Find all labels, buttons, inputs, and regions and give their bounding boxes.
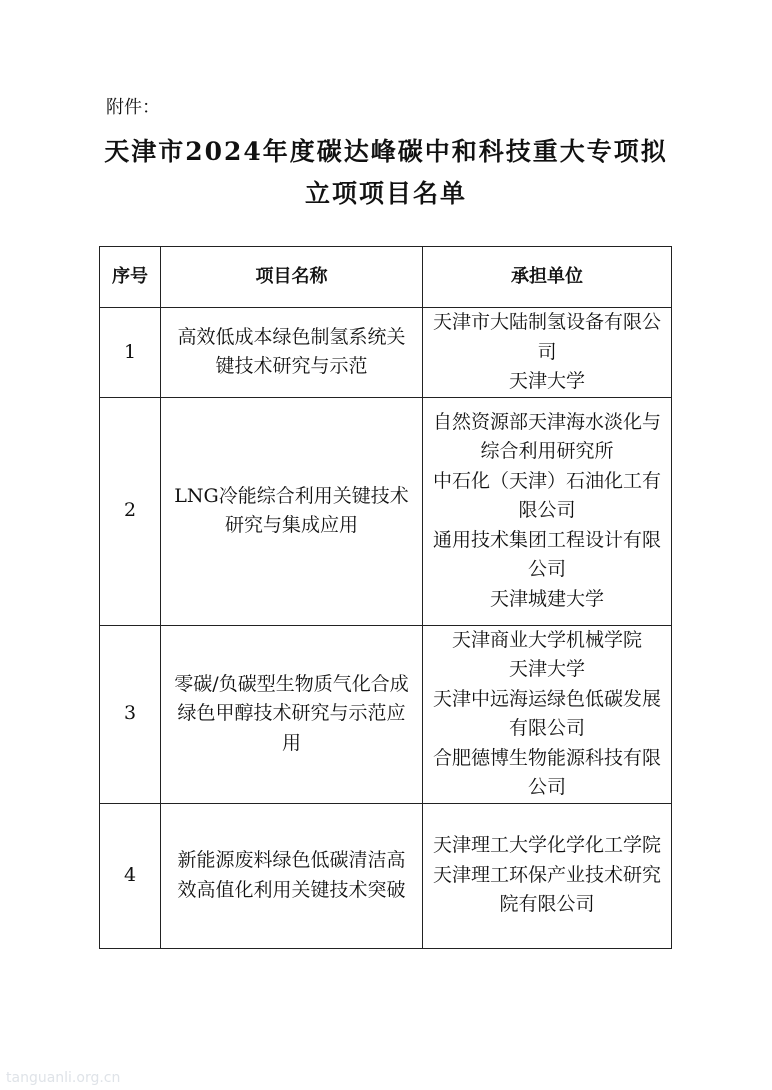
project-name: 零碳/负碳型生物质气化合成绿色甲醇技术研究与示范应用 (161, 625, 423, 803)
table-row (100, 397, 672, 625)
page-title-line1: 天津市2024年度碳达峰碳中和科技重大专项拟 (104, 137, 668, 166)
table-header-row (100, 247, 672, 308)
table-row (100, 803, 672, 948)
organization-list (423, 803, 672, 948)
organization: 天津市大陆制氢设备有限公司 (433, 311, 662, 363)
organization: 天津理工大学化学化工学院 (433, 834, 662, 857)
table-row (100, 308, 672, 398)
project-name: LNG冷能综合利用关键技术研究与集成应用 (161, 397, 423, 625)
watermark: tanguanli.org.cn (6, 1070, 121, 1086)
row-number: 4 (100, 803, 161, 948)
header-project-name: 项目名称 (161, 247, 423, 308)
row-number: 3 (100, 625, 161, 803)
project-table (99, 246, 672, 949)
organization-list (423, 397, 672, 625)
header-organization: 承担单位 (423, 247, 672, 308)
organization: 天津大学 (508, 658, 585, 680)
organization: 通用技术集团工程设计有限公司 (433, 528, 662, 581)
page-title-line2: 立项项目名单 (304, 179, 467, 208)
organization-list (423, 308, 672, 398)
organization: 自然资源部天津海水淡化与综合利用研究所 (433, 410, 662, 463)
organization: 合肥德博生物能源科技有限公司 (433, 746, 662, 798)
project-name: 高效低成本绿色制氢系统关键技术研究与示范 (161, 308, 423, 398)
organization: 天津城建大学 (489, 587, 604, 610)
organization: 天津理工环保产业技术研究院有限公司 (433, 863, 662, 916)
table-row (100, 625, 672, 803)
organization: 天津大学 (508, 370, 585, 392)
organization: 天津中远海运绿色低碳发展有限公司 (433, 687, 662, 739)
attachment-label: 附件： (106, 97, 160, 118)
project-name: 新能源废料绿色低碳清洁高效高值化利用关键技术突破 (161, 803, 423, 948)
organization: 中石化（天津）石油化工有限公司 (433, 469, 662, 522)
row-number: 1 (100, 308, 161, 398)
organization-list (423, 625, 672, 803)
header-serial: 序号 (100, 247, 161, 308)
row-number: 2 (100, 397, 161, 625)
organization: 天津商业大学机械学院 (451, 628, 642, 651)
